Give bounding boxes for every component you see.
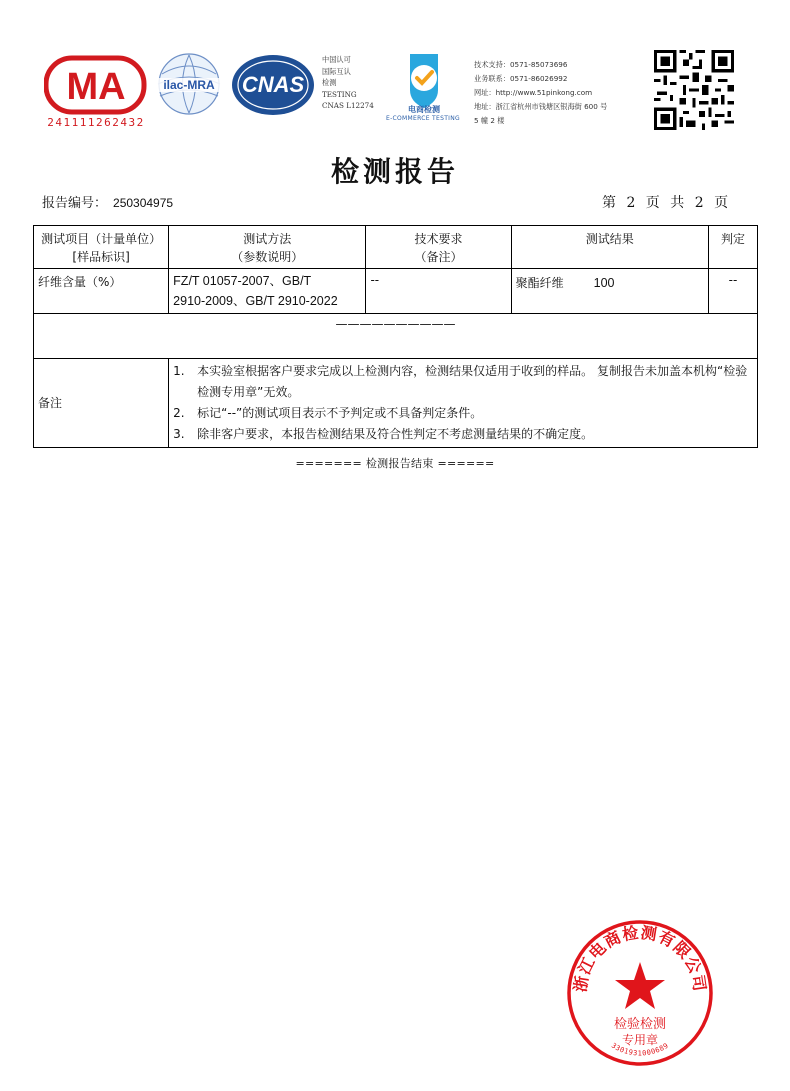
seal-purpose-line2: 专用章 xyxy=(621,1033,659,1047)
cnas-label: CNAS xyxy=(241,72,305,97)
seal-number: 3301931000689 xyxy=(609,1041,671,1058)
cell-judgement: -- xyxy=(708,269,757,314)
report-number xyxy=(42,192,173,211)
notes-row xyxy=(34,359,758,448)
official-seal-stamp xyxy=(565,918,715,1068)
note-3: 3. 除非客户要求，本报告检测结果及符合性判定不考虑测量结果的不确定度。 xyxy=(173,427,594,441)
header-judgement: 判定 xyxy=(708,226,757,269)
contact-info xyxy=(474,58,607,128)
results-table xyxy=(33,225,758,448)
seal-star-icon xyxy=(615,962,665,1009)
cell-requirement: -- xyxy=(366,269,511,314)
cell-item: 纤维含量（%） xyxy=(34,269,169,314)
svg-text:MA: MA xyxy=(66,66,126,108)
ecommerce-label-en: E-COMMERCE TESTING xyxy=(385,115,460,122)
ilac-label: ilac-MRA xyxy=(163,78,215,92)
note-2: 2. 标记“--”的测试项目表示不予判定或不具备判定条件。 xyxy=(173,406,483,420)
accreditation-text: 中国认可 国际互认 检测 TESTING CNAS L12274 xyxy=(322,55,374,110)
header-requirement: 技术要求 （备注） xyxy=(366,226,511,269)
ecommerce-label-cn: 电商检测 xyxy=(408,105,440,114)
report-number-label: 报告编号： xyxy=(42,196,108,211)
note-1: 1. 本实验室根据客户要求完成以上检测内容，检测结果仅适用于收到的样品。 复制报告未加盖本机构“检验检测专用章”无效。 xyxy=(173,364,748,399)
table-header-row xyxy=(34,226,758,269)
notes-content xyxy=(169,359,758,448)
address-line2: 5 幢 2 楼 xyxy=(474,116,505,125)
qr-code-icon[interactable] xyxy=(654,50,734,130)
ilac-mra-logo xyxy=(150,52,228,116)
header-test-method: 测试方法 （参数说明） xyxy=(169,226,366,269)
report-end-marker: ======= 检测报告结束 ====== xyxy=(295,457,495,470)
tech-support: 技术支持：0571-85073696 xyxy=(474,60,568,69)
cell-method: FZ/T 01057-2007、GB/T 2910-2009、GB/T 2910-2022 xyxy=(169,269,366,314)
business-contact: 业务联系：0571-86026992 xyxy=(474,74,568,83)
cell-result xyxy=(511,269,708,314)
cnas-logo xyxy=(230,52,316,118)
header-test-item: 测试项目（计量单位） [样品标识] xyxy=(34,226,169,269)
header-logos xyxy=(44,48,744,138)
seal-purpose-line1: 检验检测 xyxy=(613,1017,667,1032)
website: 网址：http://www.51pinkong.com xyxy=(474,88,593,97)
divider-line: —————————— xyxy=(34,314,758,359)
seal-org-name: 浙江电商检测有限公司 xyxy=(570,922,710,994)
notes-label: 备注 xyxy=(34,359,169,448)
page-indicator: 第 2 页 共 2 页 xyxy=(602,195,729,211)
report-title: 检测报告 xyxy=(330,155,459,188)
divider-row xyxy=(34,314,758,359)
header-result: 测试结果 xyxy=(511,226,708,269)
report-number-value: 250304975 xyxy=(113,196,174,210)
result-fiber: 聚酯纤维 xyxy=(515,276,564,290)
table-row xyxy=(34,269,758,314)
address: 地址：浙江省杭州市钱塘区银海街 600 号 xyxy=(474,102,608,111)
result-value: 100 xyxy=(593,276,615,290)
cma-number: 241111262432 xyxy=(47,116,145,129)
